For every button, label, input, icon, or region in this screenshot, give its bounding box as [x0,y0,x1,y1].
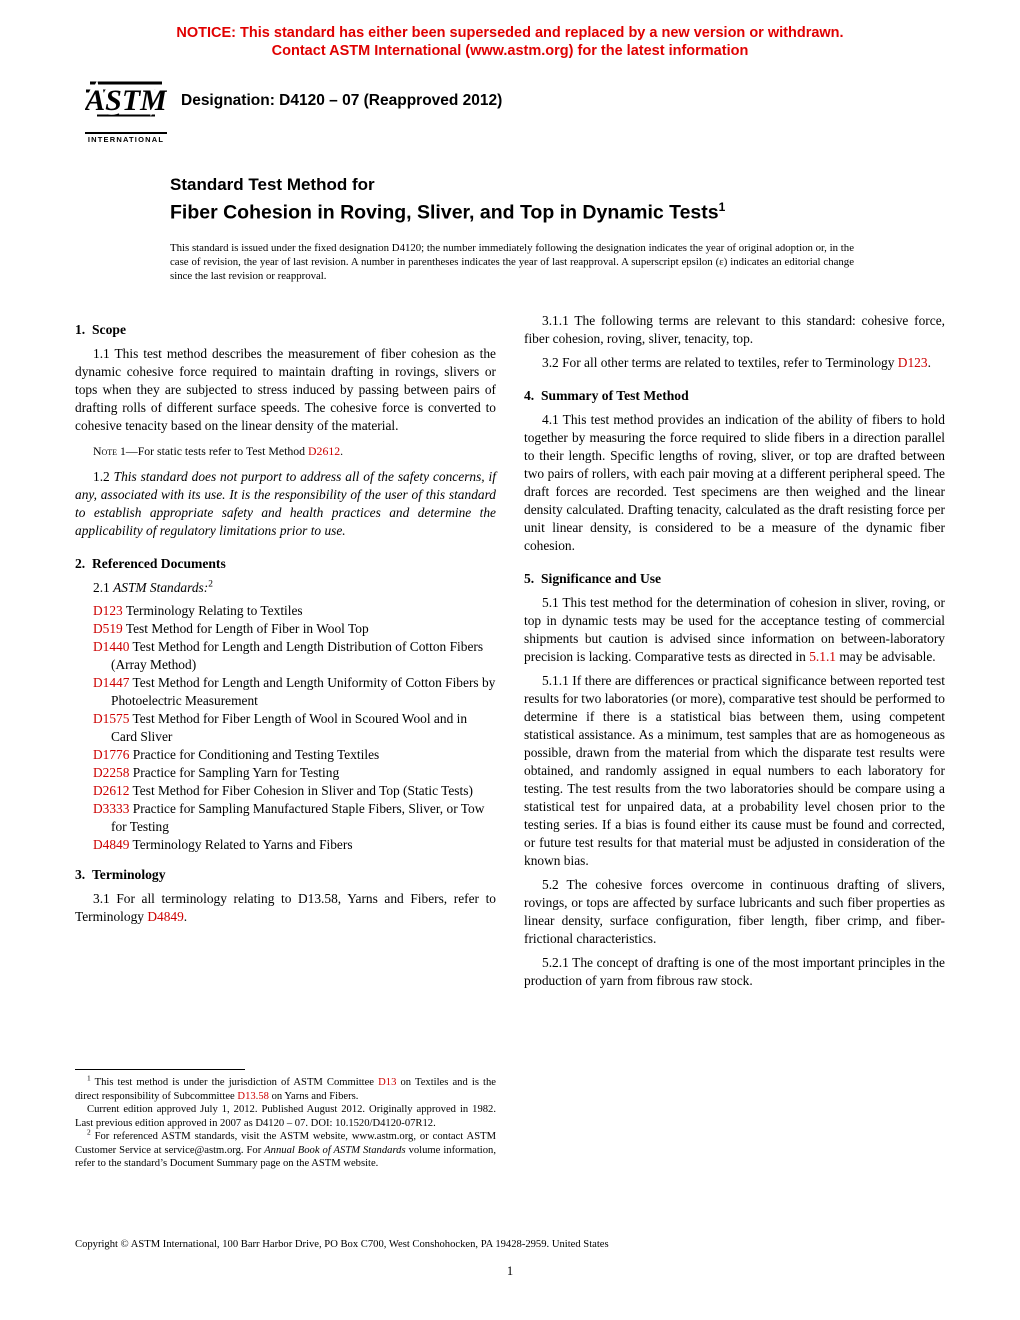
text-part: This test method is under the jurisdiction of ASTM Committee [90,1077,379,1088]
ref-code-link[interactable]: D4849 [93,836,130,852]
title-footnote-ref[interactable]: 1 [718,200,726,214]
section-heading-significance: 5. Significance and Use [524,570,662,586]
paragraph-3-1 [75,890,496,926]
text-part: ASTM Standards: [113,579,209,595]
text-part: Note 1 [93,443,126,458]
text-part: 3.1 For all terminology relating to D13.58, Yarns and Fibers, refer to Terminology [75,890,496,924]
section-heading-terminology: 3. Terminology [75,866,166,882]
text-part: Annual Book of ASTM Standards [264,1144,406,1156]
text-part: —For static tests refer to Test Method [125,443,309,458]
text-part: 2 [208,579,213,590]
section-heading-referenced-documents: 2. Referenced Documents [75,555,226,571]
paragraph-3-1-1: 3.1.1 The following terms are relevant to this standard: cohesive force, fiber cohesion, roving, sliver, tenacity, top. [524,312,945,346]
text-part: may be advisable. [836,648,936,664]
issuance-paragraph: This standard is issued under the fixed designation D4120; the number immediately following the designation indicates the year of original adoption or, in the case of revision, the year of last revision. A number in parentheses indicates the year of last reapproval. A superscript epsilon (ε) indicates an editorial change since the last revision or reapproval. [170,241,854,282]
document-header [85,78,1020,144]
ref-link[interactable]: D123 [897,354,928,370]
notice-line-1: NOTICE: This standard has either been superseded and replaced by a new version or withdrawn. [176,25,844,41]
text-part: 1 [87,1073,91,1083]
footnote-1-edition: Current edition approved July 1, 2012. Published August 2012. Originally approved in 1982. Last previous edition approved in 2007 as D4120 – 07. DOI: 10.1520/D4120-07R12. [75,1104,496,1129]
text-part: . [927,354,931,370]
copyright-line: Copyright © ASTM International, 100 Barr Harbor Drive, PO Box C700, West Conshohocken, PA 19428-2959. United States [75,1239,609,1250]
ref-title: Terminology Relating to Textiles [122,602,303,618]
text-part: volume information, refer to the standard’s Document Summary page on the ASTM website. [75,1144,496,1169]
text-part: 2.1 [93,579,114,595]
text-part: For referenced ASTM standards, visit the ASTM website, www.astm.org, or contact ASTM Customer Service at service@astm.org. For [75,1131,496,1156]
paragraph-5-2: 5.2 The cohesive forces overcome in continuous drafting of slivers, rovings, or tops are affected by surface lubricants and such fiber properties as linear density, surface configuration, fiber length, fiber crimp, and fiber-frictional characteristics. [524,876,945,946]
reference-item [93,674,496,710]
paragraph-5-1 [524,594,945,666]
ref-title: Practice for Sampling Yarn for Testing [129,764,340,780]
right-column [524,309,945,1171]
page-number: 1 [506,1264,514,1278]
astm-logo-block [85,78,167,144]
astm-logo-subtitle: INTERNATIONAL [85,132,167,144]
ref-link[interactable]: D13 [378,1077,397,1088]
section-heading-summary: 4. Summary of Test Method [524,387,689,403]
footnote-1 [75,1073,496,1103]
text-part: 3.2 For all other terms are related to textiles, refer to Terminology [542,354,898,370]
text-part: . [183,908,188,924]
reference-item [93,836,496,854]
reference-item [93,620,496,638]
paragraph-1-2 [75,468,496,540]
designation-line: Designation: D4120 – 07 (Reapproved 2012) [181,92,503,109]
reference-item [93,764,496,782]
ref-code-link[interactable]: D2612 [93,782,130,798]
reference-item [93,746,496,764]
ref-code-link[interactable]: D2258 [93,764,130,780]
ref-code-link[interactable]: D3333 [93,800,130,816]
title-main-text: Fiber Cohesion in Roving, Sliver, and Top in Dynamic Tests [170,201,719,224]
ref-title: Test Method for Length of Fiber in Wool Top [122,620,369,636]
ref-title: Practice for Conditioning and Testing Textiles [129,746,380,762]
ref-code-link[interactable]: D519 [93,620,123,636]
notice-line-2: Contact ASTM International (www.astm.org) for the latest information [271,43,749,59]
ref-code-link[interactable]: D123 [93,602,123,618]
reference-item [93,782,496,800]
ref-title: Test Method for Fiber Length of Wool in Scoured Wool and in Card Sliver [111,710,468,744]
footnote-divider [75,1069,245,1070]
referenced-documents-list [75,602,496,854]
ref-title: Terminology Related to Yarns and Fibers [129,836,353,852]
footnotes-block [75,1055,496,1171]
ref-title: Test Method for Length and Length Distribution of Cotton Fibers (Array Method) [111,638,484,672]
text-part: This standard does not purport to address all of the safety concerns, if any, associated with its use. It is the responsibility of the user of this standard to establish appropriate safety and health practices and determine the applicability of regulatory limitations prior to use. [75,468,496,538]
reference-item [93,800,496,836]
left-column [75,309,496,1171]
text-part: . [340,443,344,458]
text-part: on Textiles and is the direct responsibility of Subcommittee [75,1077,496,1102]
paragraph-5-2-1: 5.2.1 The concept of drafting is one of the most important principles in the production of yarn from fibrous raw stock. [524,954,945,988]
ref-title: Test Method for Length and Length Uniformity of Cotton Fibers by Photoelectric Measurement [111,674,496,708]
title-prefix: Standard Test Method for [170,175,375,194]
astm-logo-icon [85,78,167,126]
paragraph-1-1: 1.1 This test method describes the measurement of fiber cohesion as the dynamic cohesive force required to maintain drafting in rovings, slivers or tops when they are subjected to stress induced by passing between pairs of drafting rolls of different surface speeds. The cohesive force is converted to cohesive tenacity based on the linear density of the material. [75,345,496,433]
superseded-notice [0,0,1020,60]
ref-link[interactable]: 5.1.1 [809,648,836,664]
reference-item [93,602,496,620]
body-columns [75,309,945,1171]
ref-code-link[interactable]: D1440 [93,638,130,654]
paragraph-3-2 [524,354,945,372]
reference-item [93,710,496,746]
title-block [170,174,1020,225]
ref-link[interactable]: D4849 [147,908,184,924]
text-part: on Yarns and Fibers. [268,1090,359,1102]
page-title [170,195,1020,225]
text-part: 2 [87,1127,91,1137]
ref-title: Practice for Sampling Manufactured Staple Fibers, Sliver, or Tow for Testing [111,800,485,834]
ref-code-link[interactable]: D1776 [93,746,130,762]
text-part: 1.2 [93,468,114,484]
ref-link[interactable]: D2612 [308,443,341,458]
paragraph-2-1 [75,579,496,597]
paragraph-5-1-1: 5.1.1 If there are differences or practical significance between reported test results for two laboratories (or more), comparative test should be performed to determine if there is a statistical bias between them, using competent statistical assistance. As a minimum, test samples that are as homogeneous as possible, drawn from the material from which the disparate test results were obtained, and randomly assigned in equal numbers to each laboratory for testing. The test results from the two laboratories should be compare using a statistical test for unpaired data, at a probability level chosen prior to the testing series. If a bias is found either its cause must be found and corrected, or future test results for that material must be adjusted in consideration of the known bias. [524,672,945,868]
text-part: 5.1 This test method for the determination of cohesion in sliver, roving, or top in dynamic tests may be used for the acceptance testing of commercial shipments but caution is advised since information on between-laboratory precision is lacking. Comparative tests as directed in [524,594,945,664]
section-heading-scope: 1. Scope [75,321,126,337]
reference-item [93,638,496,674]
paragraph-4-1: 4.1 This test method provides an indication of the ability of fibers to hold together by measuring the force required to slide fibers in a direction parallel to their length. Specific lengths of roving, sliver, or top are drafted between two pairs of rollers, with each pair moving at a different peripheral speed. The draft forces are recorded. Test specimens are then weighed and the linear density calculated. Drafting tenacity, calculated as the draft resisting force per unit linear density, is considered to be a measure of the dynamic fiber cohesion. [524,411,945,553]
footnote-2 [75,1127,496,1171]
ref-code-link[interactable]: D1447 [93,674,130,690]
ref-title: Test Method for Fiber Cohesion in Sliver and Top (Static Tests) [129,782,473,798]
ref-code-link[interactable]: D1575 [93,710,130,726]
astm-logo-text: ASTM [85,84,167,117]
ref-link[interactable]: D13.58 [237,1090,269,1102]
note-1 [75,444,496,459]
